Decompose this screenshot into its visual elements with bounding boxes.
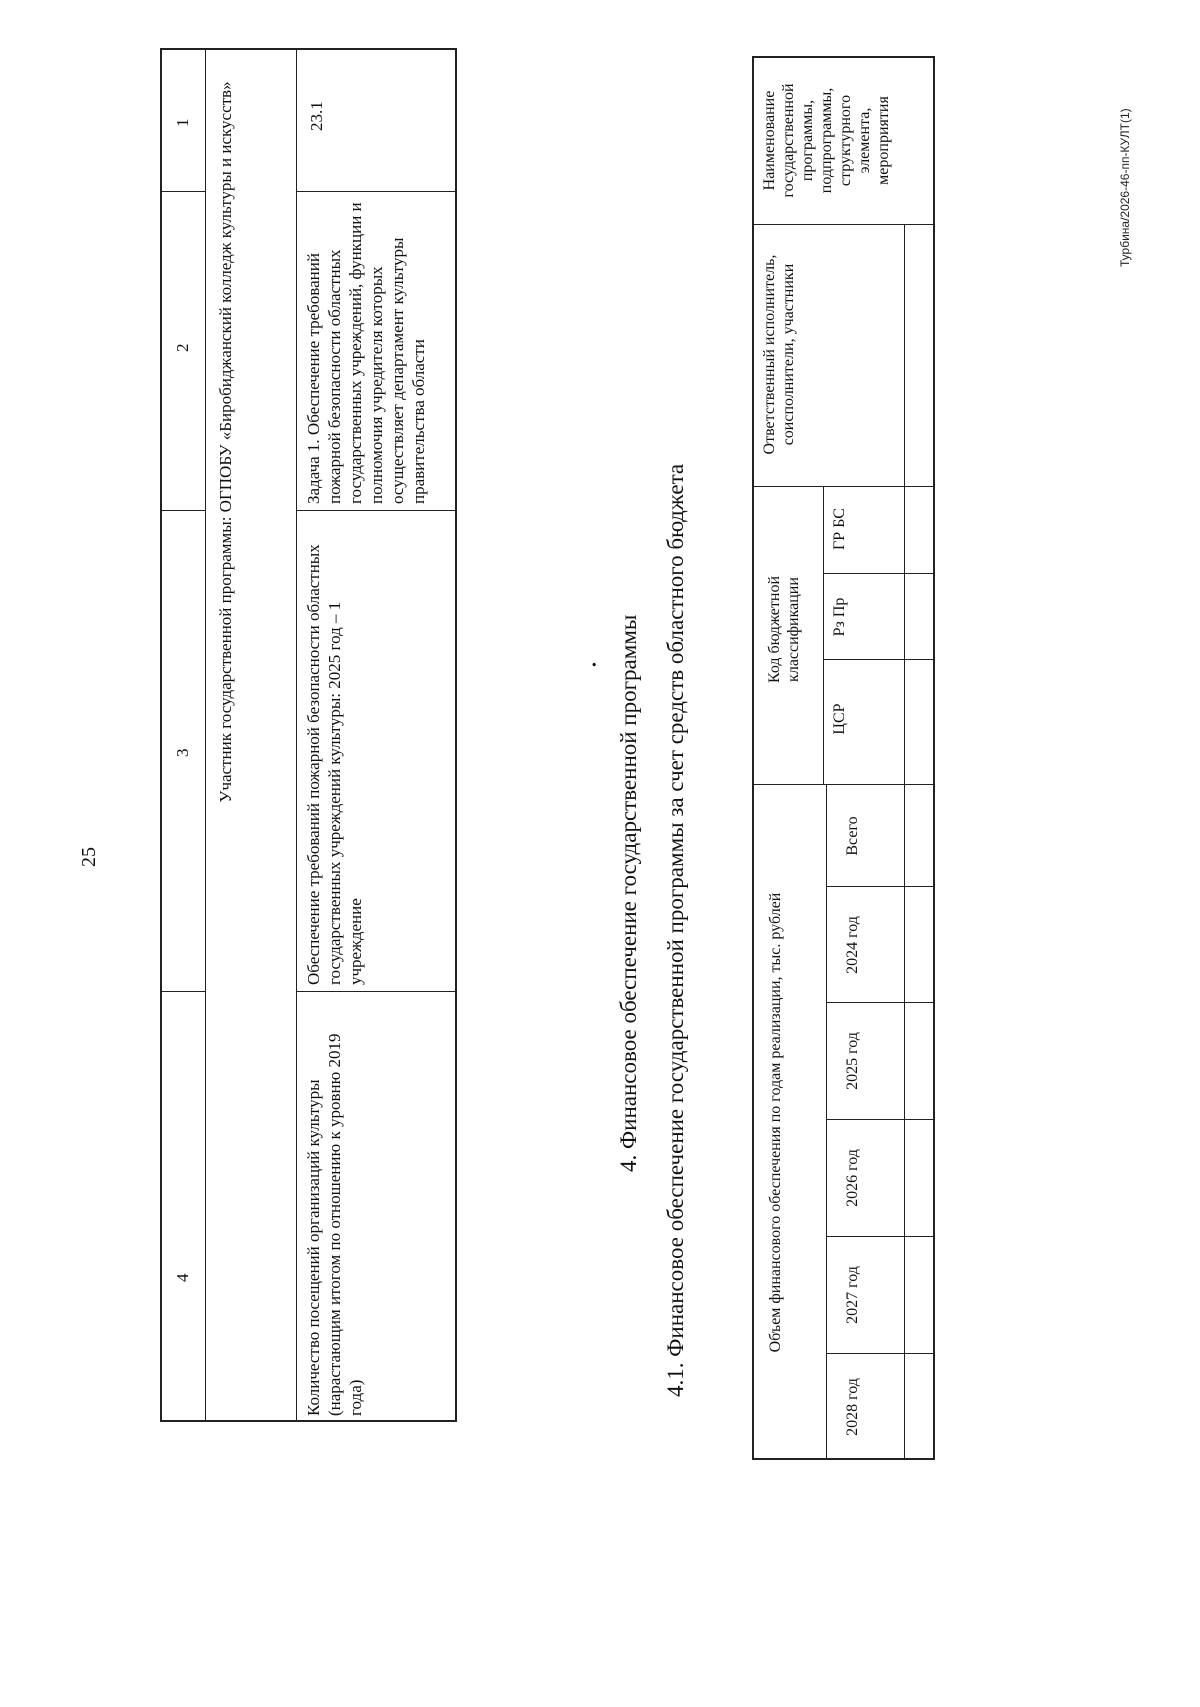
col-volume-header: Объем финансового обеспечения по годам реализации, тыс. рублей [767,892,784,1353]
volume-2025: 2025 год [844,1032,861,1090]
volume-2027: 2027 год [844,1266,861,1324]
table1-header-1: 1 [173,118,192,127]
table1-header-3: 3 [173,748,192,757]
code-grbs: ГР БС [831,508,848,550]
volume-2024: 2024 год [844,916,861,974]
volume-2026: 2026 год [844,1149,861,1207]
table1-row-number: 23.1 [307,101,326,131]
table1-row-task: Задача 1. Обеспечение требований пожарной безопасности областных государственных учреждений, функции и полномочия учредителя которых осуществляет департамент культуры правительства области [304,202,428,504]
col-name-header: Наименование государственной программы, подпрограммы, структурного элемента, мероприятия [761,83,892,198]
volume-2028: 2028 год [844,1378,861,1436]
page-number: 25 [78,847,100,867]
table1-row-indicator: Количество посещений организаций культуры (нарастающим итогом по отношению к уровню 2019 года) [304,1033,365,1416]
section-title: 4. Финансовое обеспечение государственной программы [616,614,641,1172]
code-csr: ЦСР [831,703,848,735]
table1-header-2: 2 [173,343,192,352]
stray-dot: • [588,662,603,667]
table1-header-4: 4 [173,1273,192,1282]
table1-row-description: Обеспечение требований пожарной безопасности областных государственных учреждений культуры: 2025 год – 1 учреждение [304,544,365,985]
document-watermark: Турбина/2026-46-пп-КУЛТ(1) [1118,108,1132,267]
table1-participant-row: Участник государственной программы: ОГПОБУ «Биробиджанский колледж культуры и искусств» [216,81,235,803]
col-responsible-header: Ответственный исполнитель, соисполнители, участники [761,254,797,455]
volume-total: Всего [844,816,861,856]
code-rzpr: Рз Пр [831,597,848,637]
subsection-title: 4.1. Финансовое обеспечение государственной программы за счет средств областного бюджета [663,463,688,1397]
col-budget-code-header: Код бюджетной классификации [766,575,802,684]
